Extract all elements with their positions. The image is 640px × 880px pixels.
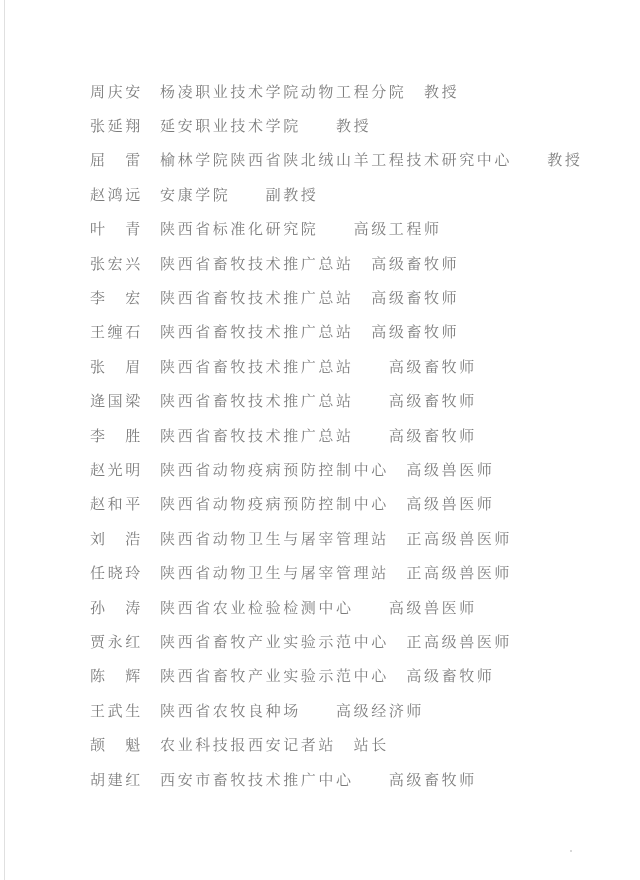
- person-name: 胡建红: [90, 772, 143, 789]
- column-gap: [512, 149, 547, 170]
- organization-name: 陕西省畜牧产业实验示范中心: [160, 634, 389, 651]
- page-edge-line: [4, 0, 5, 880]
- person-name: 任晓玲: [90, 566, 143, 583]
- job-title: 教授: [336, 119, 372, 136]
- column-gap: [354, 597, 389, 618]
- scan-speck: [570, 850, 572, 852]
- column-gap: [389, 528, 407, 549]
- person-name: 王缠石: [90, 325, 143, 342]
- list-row: [90, 212, 624, 246]
- job-title: 高级畜牧师: [406, 669, 495, 686]
- organization-name: 西安市畜牧技术推广中心: [160, 772, 354, 789]
- job-title: 高级工程师: [353, 222, 442, 239]
- column-gap: [301, 115, 336, 136]
- person-name: 屈 雷: [90, 153, 143, 170]
- person-name: 叶 青: [90, 222, 143, 239]
- list-row: [90, 487, 624, 521]
- person-name: 赵和平: [90, 497, 143, 514]
- list-row: [90, 659, 624, 693]
- column-gap: [336, 734, 354, 755]
- column-gap: [389, 493, 407, 514]
- job-title: 教授: [547, 153, 583, 170]
- person-name: 周庆安: [90, 84, 143, 101]
- column-gap: [354, 253, 372, 274]
- person-name: 李 宏: [90, 291, 143, 308]
- column-gap: [354, 356, 389, 377]
- organization-name: 陕西省标准化研究院: [160, 222, 319, 239]
- organization-name: 陕西省畜牧技术推广总站: [160, 325, 354, 342]
- list-row: [90, 143, 624, 177]
- job-title: 高级兽医师: [388, 600, 477, 617]
- organization-name: 陕西省畜牧技术推广总站: [160, 256, 354, 273]
- list-row: [90, 521, 624, 555]
- list-row: [90, 555, 624, 589]
- person-name: 逄国梁: [90, 394, 143, 411]
- organization-name: 陕西省农牧良种场: [160, 703, 301, 720]
- person-name: 张宏兴: [90, 256, 143, 273]
- column-gap: [354, 390, 389, 411]
- person-name: 王武生: [90, 703, 143, 720]
- job-title: 正高级兽医师: [406, 566, 513, 583]
- list-row: [90, 452, 624, 486]
- job-title: 高级畜牧师: [371, 256, 460, 273]
- job-title: 高级兽医师: [406, 497, 495, 514]
- organization-name: 陕西省畜牧技术推广总站: [160, 359, 354, 376]
- column-gap: [389, 665, 407, 686]
- job-title: 高级畜牧师: [371, 291, 460, 308]
- person-name: 李 胜: [90, 428, 143, 445]
- organization-name: 陕西省动物卫生与屠宰管理站: [160, 531, 389, 548]
- list-row: [90, 108, 624, 142]
- job-title: 站长: [353, 738, 389, 755]
- person-name: 颉 魁: [90, 738, 143, 755]
- person-name: 陈 辉: [90, 669, 143, 686]
- organization-name: 陕西省动物疫病预防控制中心: [160, 462, 389, 479]
- column-gap: [230, 184, 265, 205]
- list-row: [90, 418, 624, 452]
- list-row: [90, 349, 624, 383]
- column-gap: [406, 81, 424, 102]
- person-name: 赵光明: [90, 462, 143, 479]
- column-gap: [389, 631, 407, 652]
- organization-name: 农业科技报西安记者站: [160, 738, 337, 755]
- column-gap: [318, 218, 353, 239]
- job-title: 教授: [424, 84, 460, 101]
- list-row: [90, 177, 624, 211]
- job-title: 高级兽医师: [406, 462, 495, 479]
- column-gap: [354, 321, 372, 342]
- column-gap: [354, 425, 389, 446]
- organization-name: 安康学院: [160, 187, 231, 204]
- organization-name: 陕西省动物疫病预防控制中心: [160, 497, 389, 514]
- organization-name: 陕西省畜牧技术推广总站: [160, 291, 354, 308]
- list-row: [90, 624, 624, 658]
- list-row: [90, 762, 624, 796]
- column-gap: [389, 562, 407, 583]
- organization-name: 榆林学院陕西省陕北绒山羊工程技术研究中心: [160, 153, 513, 170]
- column-gap: [301, 700, 336, 721]
- list-row: [90, 280, 624, 314]
- list-row: [90, 246, 624, 280]
- column-gap: [354, 769, 389, 790]
- column-gap: [389, 459, 407, 480]
- organization-name: 陕西省畜牧技术推广总站: [160, 394, 354, 411]
- organization-name: 陕西省畜牧技术推广总站: [160, 428, 354, 445]
- list-row: [90, 315, 624, 349]
- job-title: 高级畜牧师: [388, 772, 477, 789]
- job-title: 高级经济师: [336, 703, 425, 720]
- organization-name: 陕西省畜牧产业实验示范中心: [160, 669, 389, 686]
- experts-list: [90, 74, 624, 796]
- list-row: [90, 74, 624, 108]
- person-name: 贾永红: [90, 634, 143, 651]
- job-title: 高级畜牧师: [388, 394, 477, 411]
- person-name: 刘 浩: [90, 531, 143, 548]
- list-row: [90, 727, 624, 761]
- job-title: 正高级兽医师: [406, 531, 513, 548]
- person-name: 赵鸿远: [90, 187, 143, 204]
- job-title: 副教授: [265, 187, 319, 204]
- job-title: 正高级兽医师: [406, 634, 513, 651]
- person-name: 张 眉: [90, 359, 143, 376]
- organization-name: 陕西省动物卫生与屠宰管理站: [160, 566, 389, 583]
- list-row: [90, 590, 624, 624]
- organization-name: 杨凌职业技术学院动物工程分院: [160, 84, 407, 101]
- column-gap: [354, 287, 372, 308]
- list-row: [90, 693, 624, 727]
- organization-name: 陕西省农业检验检测中心: [160, 600, 354, 617]
- list-row: [90, 384, 624, 418]
- job-title: 高级畜牧师: [388, 359, 477, 376]
- person-name: 张延翔: [90, 119, 143, 136]
- job-title: 高级畜牧师: [371, 325, 460, 342]
- person-name: 孙 涛: [90, 600, 143, 617]
- organization-name: 延安职业技术学院: [160, 119, 301, 136]
- job-title: 高级畜牧师: [388, 428, 477, 445]
